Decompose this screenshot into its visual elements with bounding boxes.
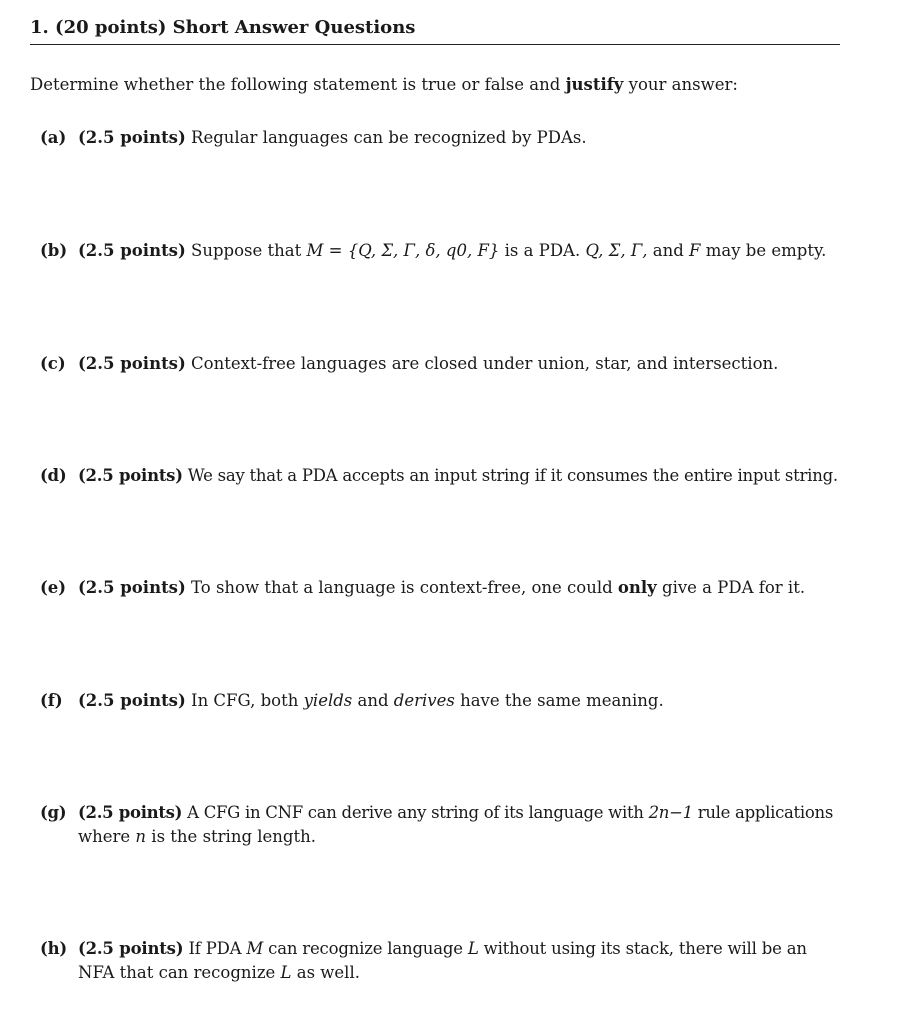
question-label: (a) — [40, 128, 67, 147]
question-d — [40, 464, 840, 488]
math-f: F — [689, 241, 701, 260]
question-label: (g) — [40, 803, 67, 822]
question-points: (2.5 points) — [78, 939, 184, 958]
question-label: (f) — [40, 691, 63, 710]
instructions-emphasis: justify — [565, 75, 624, 94]
question-label: (d) — [40, 466, 67, 485]
question-text: rule applications — [692, 803, 833, 822]
math-l: L — [467, 939, 479, 958]
question-text: Regular languages can be recognized by PDAs. — [191, 128, 587, 147]
question-emphasis: only — [617, 578, 657, 597]
question-points: (2.5 points) — [78, 691, 186, 710]
question-points: (2.5 points) — [78, 128, 186, 147]
instructions-text-end: your answer: — [623, 75, 738, 94]
question-text: Suppose that — [191, 241, 307, 260]
question-text: To show that a language is context-free, one could — [191, 578, 618, 597]
math-rule-count: 2n−1 — [648, 803, 693, 822]
section-title-text: 1. (20 points) Short Answer Questions — [30, 17, 416, 38]
question-text: is a PDA. — [499, 241, 586, 260]
question-text: In CFG, both — [191, 691, 304, 710]
question-text: If PDA — [188, 939, 247, 958]
question-e — [40, 576, 840, 600]
question-text: We say that a PDA accepts an input string if it consumes the entire input string. — [187, 466, 838, 485]
question-c — [40, 352, 840, 376]
question-label: (b) — [40, 241, 68, 260]
question-g — [40, 801, 840, 849]
question-points: (2.5 points) — [78, 803, 183, 822]
question-text: without using its stack, there will be an — [478, 939, 807, 958]
question-text: and — [647, 241, 690, 260]
question-text: may be empty. — [700, 241, 827, 260]
question-label: (e) — [40, 578, 67, 597]
question-text: Context-free languages are closed under union, star, and intersection. — [191, 354, 779, 373]
question-label: (h) — [40, 939, 68, 958]
question-label: (c) — [40, 354, 66, 373]
question-text: is the string length. — [146, 827, 316, 846]
question-points: (2.5 points) — [78, 578, 186, 597]
question-text: as well. — [291, 963, 360, 982]
math-sets: Q, Σ, Γ, — [585, 241, 648, 260]
term-yields: yields — [303, 691, 353, 710]
question-text: where — [78, 827, 136, 846]
question-points: (2.5 points) — [78, 354, 186, 373]
question-text: A CFG in CNF can derive any string of its language with — [187, 803, 649, 822]
question-text: NFA that can recognize — [78, 963, 281, 982]
question-text: and — [352, 691, 394, 710]
question-text: give a PDA for it. — [656, 578, 806, 597]
instructions — [30, 73, 738, 97]
question-a — [40, 126, 840, 150]
math-m: M — [246, 939, 264, 958]
question-points: (2.5 points) — [78, 241, 186, 260]
question-f — [40, 689, 840, 713]
term-derives: derives — [393, 691, 455, 710]
question-points: (2.5 points) — [78, 466, 183, 485]
math-pda-tuple: M = {Q, Σ, Γ, δ, q0, F} — [306, 241, 500, 260]
section-title — [30, 16, 840, 45]
instructions-text: Determine whether the following statement is true or false and — [30, 75, 566, 94]
question-b — [40, 239, 840, 263]
math-l: L — [280, 963, 292, 982]
math-n: n — [135, 827, 147, 846]
question-text: can recognize language — [263, 939, 468, 958]
question-text: have the same meaning. — [454, 691, 664, 710]
question-h — [40, 937, 840, 985]
